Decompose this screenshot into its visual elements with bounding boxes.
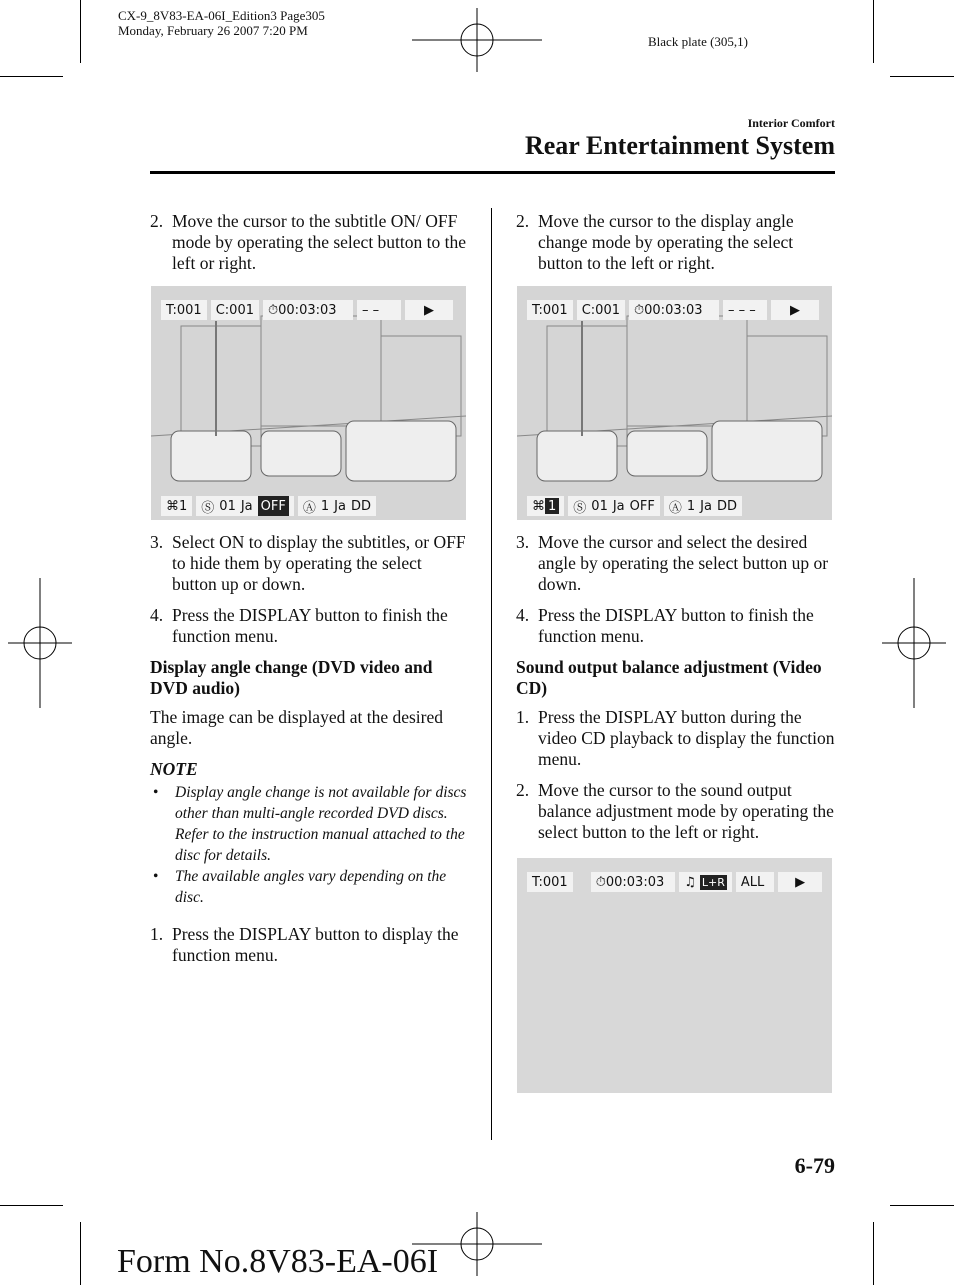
crop-mark [0,76,63,77]
page-number: 6-79 [794,1153,835,1178]
section-heading: Sound output balance adjustment (Video CD) [516,657,822,698]
job-line-2: Monday, February 26 2007 7:20 PM [118,23,308,38]
step [150,924,470,966]
left-column [150,211,470,284]
note-title: NOTE [150,759,198,779]
step-number: 2. [150,211,164,231]
subtitle-language: Ja [240,498,253,514]
osd-top-bar [527,300,822,320]
form-number: Form No.8V83-EA-06I [117,1243,439,1280]
subtitle-number: 01 [219,498,236,514]
balance-indicator [679,872,732,892]
column-divider [491,208,492,1140]
play-icon: ▶ [771,300,819,320]
audio-format: DD [716,498,737,514]
step-text: Press the DISPLAY button during the video CD playback to display the function menu. [538,707,835,769]
header-rule [150,171,835,174]
registration-mark-icon [8,578,72,708]
step-text: Press the DISPLAY button to display the function menu. [172,924,459,965]
step-text: Move the cursor to the sound output balance adjustment mode by operating the select button to the left or right. [538,780,834,842]
step-text: Press the DISPLAY button to finish the function menu. [172,605,448,646]
step-number: 1. [516,707,530,727]
right-column-lower [516,532,836,853]
crop-mark [873,0,874,63]
step [150,605,470,647]
time-value: 00:03:03 [644,302,703,318]
step [150,211,470,274]
crop-mark [0,1205,63,1206]
play-icon: ▶ [405,300,453,320]
step-number: 4. [516,605,530,625]
chapter-indicator: C:001 [577,300,625,320]
step-number: 3. [150,532,164,552]
crop-mark [890,76,954,77]
dvd-angle-screen [517,286,832,520]
step [516,780,836,843]
subtitle-indicator: Ⓢ 01 Ja OFF [196,496,294,516]
page-title: Rear Entertainment System [524,131,835,160]
crop-mark [890,1205,954,1206]
job-info [118,8,325,38]
step-text: Move the cursor to the subtitle ON/ OFF mode by operating the select button to the left or right. [172,211,467,273]
osd-bottom-bar [527,496,822,516]
crop-mark [80,0,81,63]
subtitle-indicator: Ⓢ 01 Ja OFF [568,496,660,516]
angle-indicator: ⌘ 1 [161,496,192,516]
crop-mark [873,1222,874,1285]
left-column-lower [150,532,470,976]
bullet: • [153,784,159,801]
bullet: • [153,868,159,885]
title-indicator: T:001 [161,300,207,320]
osd-top-bar [161,300,456,320]
step-number: 2. [516,780,530,800]
vcd-balance-screen [517,858,832,1093]
section-heading: Display angle change (DVD video and DVD audio) [150,657,433,698]
right-column [516,211,836,284]
time-indicator: ⏱ 00:03:03 [263,300,353,320]
street-scene-icon [517,286,832,520]
step [150,532,470,595]
subtitle-number: 01 [591,498,608,514]
step [516,532,836,595]
audio-number: 1 [686,498,696,514]
osd-bottom-bar [161,496,456,516]
time-value: 00:03:03 [605,874,665,890]
audio-indicator: Ⓐ 1 Ja DD [298,496,376,516]
step [516,605,836,647]
track-indicator: T:001 [527,872,573,892]
step-number: 4. [150,605,164,625]
job-line-1: CX-9_8V83-EA-06I_Edition3 Page305 [118,8,325,23]
subtitle-state: OFF [629,498,655,514]
step-text: Select ON to display the subtitles, or OFF to hide them by operating the select button up or down. [172,532,466,594]
subtitle-language: Ja [612,498,625,514]
repeat-indicator: ALL [736,872,774,892]
registration-mark-icon [412,8,542,72]
balance-value: L+R [701,875,725,889]
step-text: Move the cursor and select the desired angle by operating the select button up or down. [538,532,829,594]
audio-number: 1 [320,498,330,514]
step-number: 1. [150,924,164,944]
music-note-icon: ♫ [684,874,696,890]
section-label: Interior Comfort [747,116,835,130]
note-item [150,866,470,908]
step-text: Press the DISPLAY button to finish the function menu. [538,605,814,646]
step-number: 3. [516,532,530,552]
title-indicator: T:001 [527,300,573,320]
audio-indicator: Ⓐ 1 Ja DD [664,496,742,516]
step [516,211,836,274]
audio-language: Ja [700,498,712,514]
subtitle-state: OFF [258,496,289,516]
angle-value: 1 [179,498,188,514]
step-number: 2. [516,211,530,231]
angle-value: 1 [545,498,559,514]
paragraph: The image can be displayed at the desired angle. [150,707,444,748]
note-text: The available angles vary depending on the disc. [175,868,447,906]
audio-format: DD [350,498,371,514]
note-text: Display angle change is not available for discs other than multi-angle recorded DVD discs. Refer to the instruction manual attached to the disc for details. [175,784,467,864]
street-scene-icon [151,286,466,520]
crop-mark [80,1222,81,1285]
angle-indicator: ⌘ 1 [527,496,564,516]
dash-indicator: – – – [723,300,767,320]
time-indicator: ⏱ 00:03:03 [591,872,676,892]
osd-top-bar [527,872,822,892]
plate-info: Black plate (305,1) [648,34,748,49]
time-indicator: ⏱ 00:03:03 [629,300,719,320]
step-text: Move the cursor to the display angle change mode by operating the select button to the left or right. [538,211,794,273]
audio-language: Ja [334,498,346,514]
note-item [150,782,470,866]
dvd-subtitle-screen [151,286,466,520]
time-value: 00:03:03 [278,302,337,318]
chapter-indicator: C:001 [211,300,259,320]
registration-mark-icon [882,578,946,708]
dash-indicator: – – [357,300,401,320]
step [516,707,836,770]
play-icon: ▶ [778,872,822,892]
